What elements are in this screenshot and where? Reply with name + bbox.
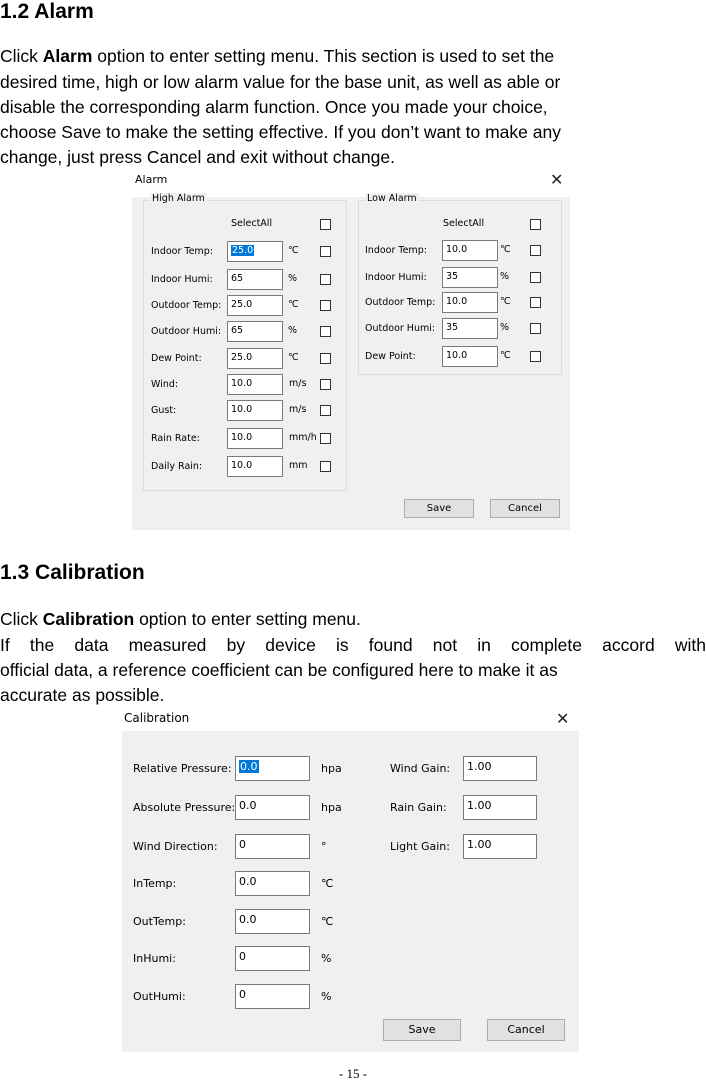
calibration-value-input[interactable]: 0.0 xyxy=(235,756,310,781)
alarm-heading: 1.2 Alarm xyxy=(0,0,94,23)
calibration-field-label: Absolute Pressure: xyxy=(133,801,236,814)
calibration-unit: ° xyxy=(321,840,327,853)
calibration-paragraph-line1: Click Calibration option to enter setting menu. xyxy=(0,609,361,629)
high-alarm-enable-checkbox[interactable] xyxy=(320,379,331,390)
close-icon[interactable]: ✕ xyxy=(550,170,564,189)
high-alarm-value-input[interactable]: 10.0 xyxy=(227,374,283,395)
calibration-dialog-title: Calibration xyxy=(124,711,190,725)
high-alarm-enable-checkbox[interactable] xyxy=(320,461,331,472)
alarm-paragraph-line1: Click Alarm option to enter setting menu. This section is used to set the xyxy=(0,46,555,66)
calibration-titlebar xyxy=(122,705,579,731)
high-alarm-value-input[interactable]: 65 xyxy=(227,269,283,290)
high-alarm-group-title: High Alarm xyxy=(152,193,205,204)
alarm-paragraph-line4: choose Save to make the setting effective. If you don’t want to make any xyxy=(0,122,561,142)
calibration-value-input[interactable]: 0 xyxy=(235,984,310,1009)
calibration-cancel-button[interactable]: Cancel xyxy=(487,1019,565,1041)
alarm-bold-keyword: Alarm xyxy=(42,46,93,66)
calibration-field-label: Wind Direction: xyxy=(133,840,218,853)
low-alarm-value-input[interactable]: 10.0 xyxy=(442,346,498,367)
page-number: - 15 - xyxy=(338,1066,368,1081)
high-alarm-value-input[interactable]: 25.0 xyxy=(227,295,283,316)
low-alarm-value-input[interactable]: 10.0 xyxy=(442,240,498,261)
calibration-paragraph-line3: official data, a reference coefficient can be configured here to make it as xyxy=(0,660,558,680)
calibration-value-input[interactable]: 0 xyxy=(235,946,310,971)
calibration-gain-label: Rain Gain: xyxy=(390,801,447,814)
low-alarm-unit: % xyxy=(500,271,510,282)
high-alarm-enable-checkbox[interactable] xyxy=(320,353,331,364)
low-alarm-enable-checkbox[interactable] xyxy=(530,297,541,308)
low-alarm-row-label: Outdoor Temp: xyxy=(365,297,436,308)
high-alarm-row-label: Outdoor Temp: xyxy=(151,300,222,311)
calibration-field-label: Relative Pressure: xyxy=(133,762,232,775)
calibration-value-input[interactable]: 0 xyxy=(235,834,310,859)
high-alarm-row-label: Dew Point: xyxy=(151,353,202,364)
calibration-paragraph-line4: accurate as possible. xyxy=(0,685,165,705)
low-alarm-group-title: Low Alarm xyxy=(367,193,417,204)
calibration-field-label: OutTemp: xyxy=(133,915,186,928)
low-alarm-row-label: Indoor Temp: xyxy=(365,245,427,256)
alarm-dialog xyxy=(132,167,570,530)
low-select-all-checkbox[interactable] xyxy=(530,219,541,230)
high-alarm-value-input[interactable]: 10.0 xyxy=(227,456,283,477)
high-alarm-value-input[interactable]: 10.0 xyxy=(227,400,283,421)
high-alarm-unit: ℃ xyxy=(288,299,299,310)
high-select-all-checkbox[interactable] xyxy=(320,219,331,230)
low-alarm-enable-checkbox[interactable] xyxy=(530,351,541,362)
calibration-unit: % xyxy=(321,990,332,1003)
high-alarm-enable-checkbox[interactable] xyxy=(320,433,331,444)
high-alarm-row-label: Daily Rain: xyxy=(151,461,203,472)
calibration-unit: ℃ xyxy=(321,877,334,890)
high-select-all-label: SelectAll xyxy=(231,218,273,229)
high-alarm-row-label: Outdoor Humi: xyxy=(151,326,222,337)
high-alarm-value-input[interactable]: 25.0 xyxy=(227,241,283,262)
high-alarm-unit: m/s xyxy=(289,404,307,415)
high-alarm-unit: m/s xyxy=(289,378,307,389)
high-alarm-unit: mm xyxy=(289,460,308,471)
low-alarm-row-label: Outdoor Humi: xyxy=(365,323,436,334)
calibration-unit: hpa xyxy=(321,762,342,775)
calibration-gain-label: Light Gain: xyxy=(390,840,450,853)
alarm-paragraph-line3: disable the corresponding alarm function. Once you made your choice, xyxy=(0,97,548,117)
low-alarm-enable-checkbox[interactable] xyxy=(530,323,541,334)
high-alarm-row-label: Indoor Temp: xyxy=(151,246,213,257)
alarm-dialog-title: Alarm xyxy=(135,173,168,186)
low-select-all-label: SelectAll xyxy=(443,218,485,229)
high-alarm-row-label: Wind: xyxy=(151,379,179,390)
calibration-bold-keyword: Calibration xyxy=(42,609,135,629)
high-alarm-value-input[interactable]: 10.0 xyxy=(227,428,283,449)
low-alarm-enable-checkbox[interactable] xyxy=(530,245,541,256)
calibration-gain-input[interactable]: 1.00 xyxy=(463,834,537,859)
high-alarm-value-input[interactable]: 25.0 xyxy=(227,348,283,369)
low-alarm-value-input[interactable]: 35 xyxy=(442,318,498,339)
high-alarm-unit: % xyxy=(288,273,298,284)
low-alarm-unit: % xyxy=(500,322,510,333)
low-alarm-row-label: Indoor Humi: xyxy=(365,272,427,283)
calibration-save-button[interactable]: Save xyxy=(383,1019,461,1041)
calibration-field-label: InTemp: xyxy=(133,877,177,890)
calibration-paragraph-line2: If the data measured by device is found not in complete accord with xyxy=(0,635,706,655)
alarm-cancel-button[interactable]: Cancel xyxy=(490,499,560,518)
high-alarm-value-input[interactable]: 65 xyxy=(227,321,283,342)
low-alarm-row-label: Dew Point: xyxy=(365,351,416,362)
high-alarm-row-label: Gust: xyxy=(151,405,177,416)
high-alarm-enable-checkbox[interactable] xyxy=(320,246,331,257)
calibration-dialog xyxy=(122,705,579,1052)
high-alarm-unit: ℃ xyxy=(288,352,299,363)
low-alarm-unit: ℃ xyxy=(500,350,511,361)
alarm-save-button[interactable]: Save xyxy=(404,499,474,518)
low-alarm-unit: ℃ xyxy=(500,296,511,307)
calibration-gain-label: Wind Gain: xyxy=(390,762,451,775)
calibration-heading: 1.3 Calibration xyxy=(0,561,145,584)
high-alarm-enable-checkbox[interactable] xyxy=(320,274,331,285)
calibration-gain-input[interactable]: 1.00 xyxy=(463,756,537,781)
high-alarm-row-label: Indoor Humi: xyxy=(151,274,213,285)
low-alarm-value-input[interactable]: 35 xyxy=(442,267,498,288)
low-alarm-enable-checkbox[interactable] xyxy=(530,272,541,283)
calibration-field-label: InHumi: xyxy=(133,952,176,965)
calibration-unit: % xyxy=(321,952,332,965)
high-alarm-unit: mm/h xyxy=(289,432,317,443)
high-alarm-unit: % xyxy=(288,325,298,336)
close-icon[interactable]: ✕ xyxy=(556,709,570,728)
calibration-unit: hpa xyxy=(321,801,342,814)
calibration-gain-input[interactable]: 1.00 xyxy=(463,795,537,820)
calibration-value-input[interactable]: 0.0 xyxy=(235,871,310,896)
high-alarm-enable-checkbox[interactable] xyxy=(320,326,331,337)
high-alarm-enable-checkbox[interactable] xyxy=(320,405,331,416)
calibration-value-input[interactable]: 0.0 xyxy=(235,909,310,934)
low-alarm-value-input[interactable]: 10.0 xyxy=(442,292,498,313)
high-alarm-enable-checkbox[interactable] xyxy=(320,300,331,311)
high-alarm-group xyxy=(143,193,347,491)
calibration-value-input[interactable]: 0.0 xyxy=(235,795,310,820)
high-alarm-unit: ℃ xyxy=(288,245,299,256)
alarm-paragraph-line2: desired time, high or low alarm value for the base unit, as well as able or xyxy=(0,72,561,92)
calibration-unit: ℃ xyxy=(321,915,334,928)
low-alarm-unit: ℃ xyxy=(500,244,511,255)
low-alarm-group xyxy=(358,193,562,375)
high-alarm-row-label: Rain Rate: xyxy=(151,433,200,444)
alarm-paragraph-line5: change, just press Cancel and exit without change. xyxy=(0,147,395,167)
calibration-field-label: OutHumi: xyxy=(133,990,186,1003)
